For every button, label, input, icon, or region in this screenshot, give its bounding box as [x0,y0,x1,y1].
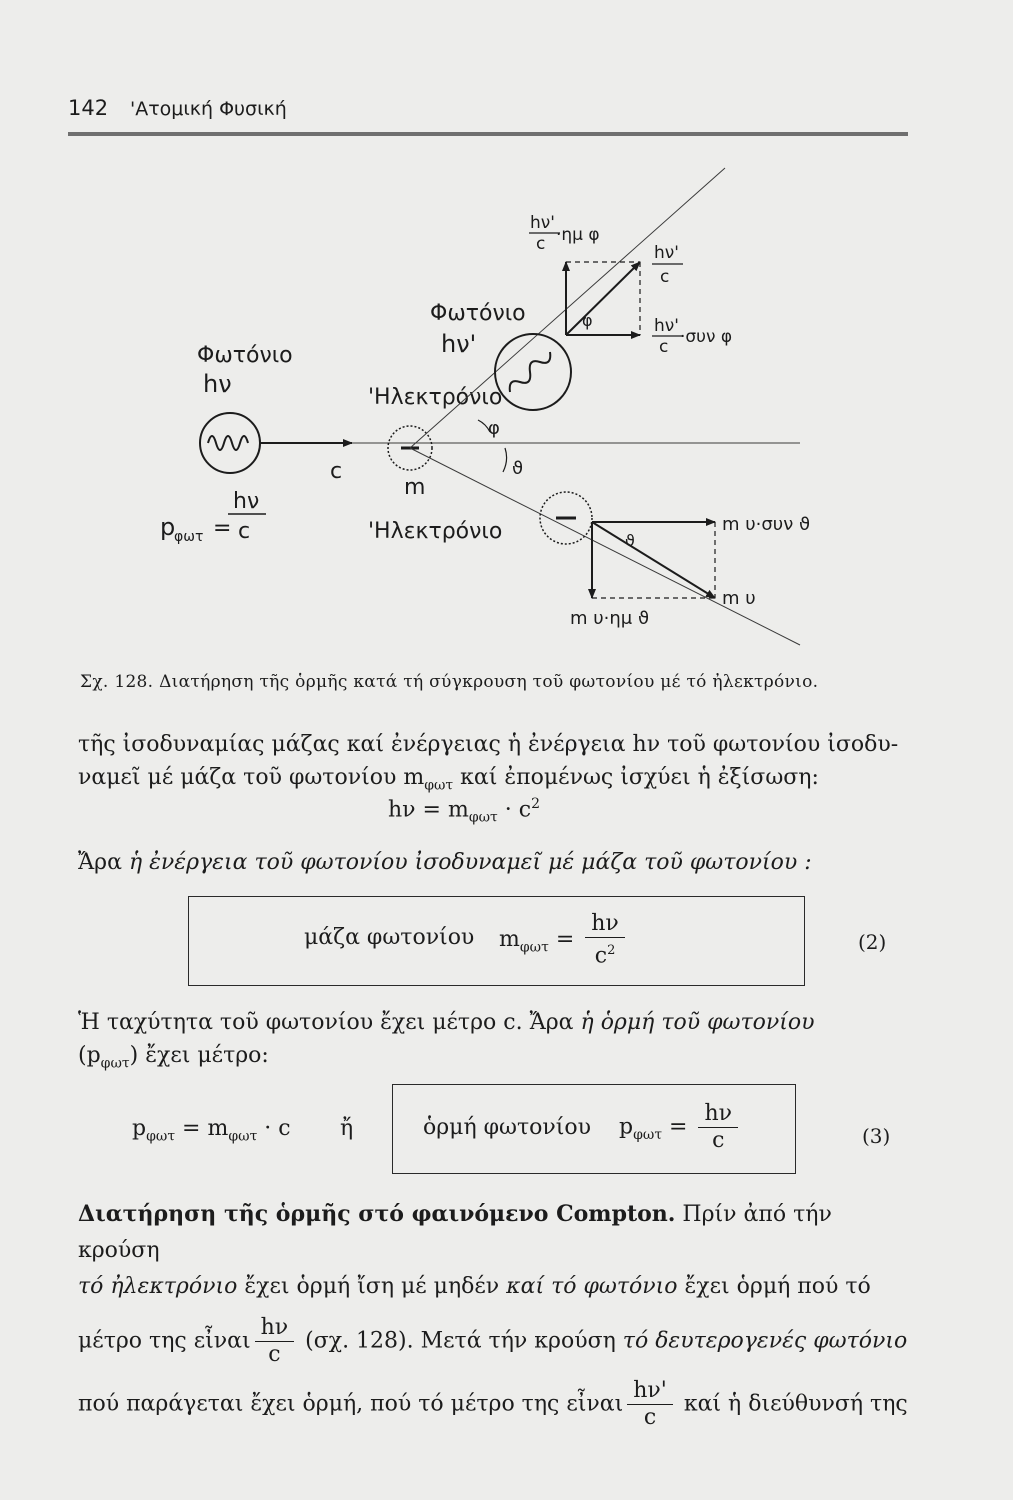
photon-out-label: Φωτόνιο [430,301,526,326]
equation-number-3: (3) [862,1124,891,1148]
photon-in-wave-icon [208,436,248,450]
equation-number-2: (2) [858,930,887,954]
vec-m-u-label: m υ [722,588,756,609]
photon-momentum-box [392,1084,796,1174]
vector-theta-label: ϑ [625,531,635,550]
electron-bottom-label: 'Ηλεκτρόνιο [368,519,503,544]
vec-right-den: c [659,337,669,357]
photon-out-wave-icon [510,352,551,392]
vec-right-num: hν' [654,316,679,336]
photon-mass-label: μάζα φωτονίου [304,925,475,950]
running-title: 'Ατομική Φυσική [130,98,287,120]
page-header [68,96,908,126]
speed-c-label: c [330,459,343,484]
equation-energy-mass: $h\nu = m_{\varphi\omega\tau} \cdot c^2$ [388,796,541,826]
photon-momentum-sub: φωτ [174,529,204,545]
photon-momentum-num: hν [233,489,260,514]
photon-mass-formula: $m_{\varphi\omega\tau}$ = $\frac{h\nu}{c^2}$ [499,911,629,969]
para1-line2: ναμεῖ μέ μάζα τοῦ φωτονίου $m_{\varphi\omega\tau}$ καί ἐπομένως ἰσχύει ἡ ἐξίσωση: [78,765,819,794]
vec-top-den: c [536,234,546,254]
phi-label: φ [488,418,500,439]
electron-momentum-vector [592,522,715,598]
vec-right-trig: ·συν φ [680,327,733,347]
vec-scattered-num: hν' [654,243,679,263]
header-rule [68,132,908,136]
paragraph-photon-speed: Ἡ ταχύτητα τοῦ φωτονίου ἔχει μέτρο c. Ἄρα ἡ ὁρμή τοῦ φωτονίου $(p_{\varphi\omega\tau})$ ἔχει μέτρο: [78,1010,815,1072]
compton-momentum-diagram [0,140,1013,680]
photon-momentum-p: p [160,513,176,541]
paragraph-equivalence [78,728,916,802]
para1-line1: τῆς ἰσοδυναμίας μάζας καί ἐνέργειας ἡ ἐνέργεια hν τοῦ φωτονίου ἰσοδυ- [78,732,899,757]
photon-out-circle [495,334,571,410]
theta-label: ϑ [512,458,524,479]
vec-m-sin-label: m υ·ημ ϑ [570,608,650,629]
vec-m-cos-label: m υ·συν ϑ [722,514,811,535]
vector-phi-label: φ [582,311,593,330]
electron-mass-label: m [404,475,426,500]
photon-momentum-label: ὁρμή φωτονίου [423,1115,592,1140]
figure-caption: Σχ. 128. Διατήρηση τῆς ὁρμῆς κατά τή σύγκρουση τοῦ φωτονίου μέ τό ἠλεκτρόνιο. [80,672,819,692]
photon-momentum-equals: = [213,516,232,541]
paragraph-conclusion-mass: Ἄρα ἡ ἐνέργεια τοῦ φωτονίου ἰσοδυναμεῖ μέ μάζα τοῦ φωτονίου : [78,850,812,875]
photon-mass-box [188,896,805,986]
paragraph-momentum-conservation: Διατήρηση τῆς ὁρμῆς στό φαινόμενο Compton. Πρίν ἀπό τήν κρούση τό ἠλεκτρόνιο ἔχει ὁρμή ἴση μέ μηδέν καί τό φωτόνιο ἔχει ὁρμή πού τό μέτρο της εἶναι $\frac{h\nu}{c}$ (σχ. 128). Μετά τήν κρούση τό δευτερογενές φωτόνιο πού παράγεται ἔχει ὁρμή, πού τό μέτρο της εἶναι $\frac{h\nu'}{c}$ καί ἡ διεύθυνσή της [78,1201,908,1430]
photon-out-energy: hν' [441,330,477,358]
photon-momentum-den: c [238,519,251,544]
vec-top-trig: ·ημ φ [556,225,600,245]
equation-momentum-left: $p_{\varphi\omega\tau} = m_{\varphi\omega\tau} \cdot c$ [132,1116,291,1145]
photon-in-label: Φωτόνιο [197,343,293,368]
vec-top-num: hν' [530,213,555,233]
electron-top-label: 'Ηλεκτρόνιο [368,385,503,410]
photon-in-energy: hν [203,370,232,398]
theta-arc [503,448,507,472]
equation-or: ἤ [340,1116,354,1141]
photon-momentum-formula: $p_{\varphi\omega\tau}$ = $\frac{h\nu}{c}$ [619,1101,742,1154]
page-number: 142 [68,96,109,120]
scattered-momentum-vector [566,262,640,335]
vec-scattered-den: c [660,267,670,287]
